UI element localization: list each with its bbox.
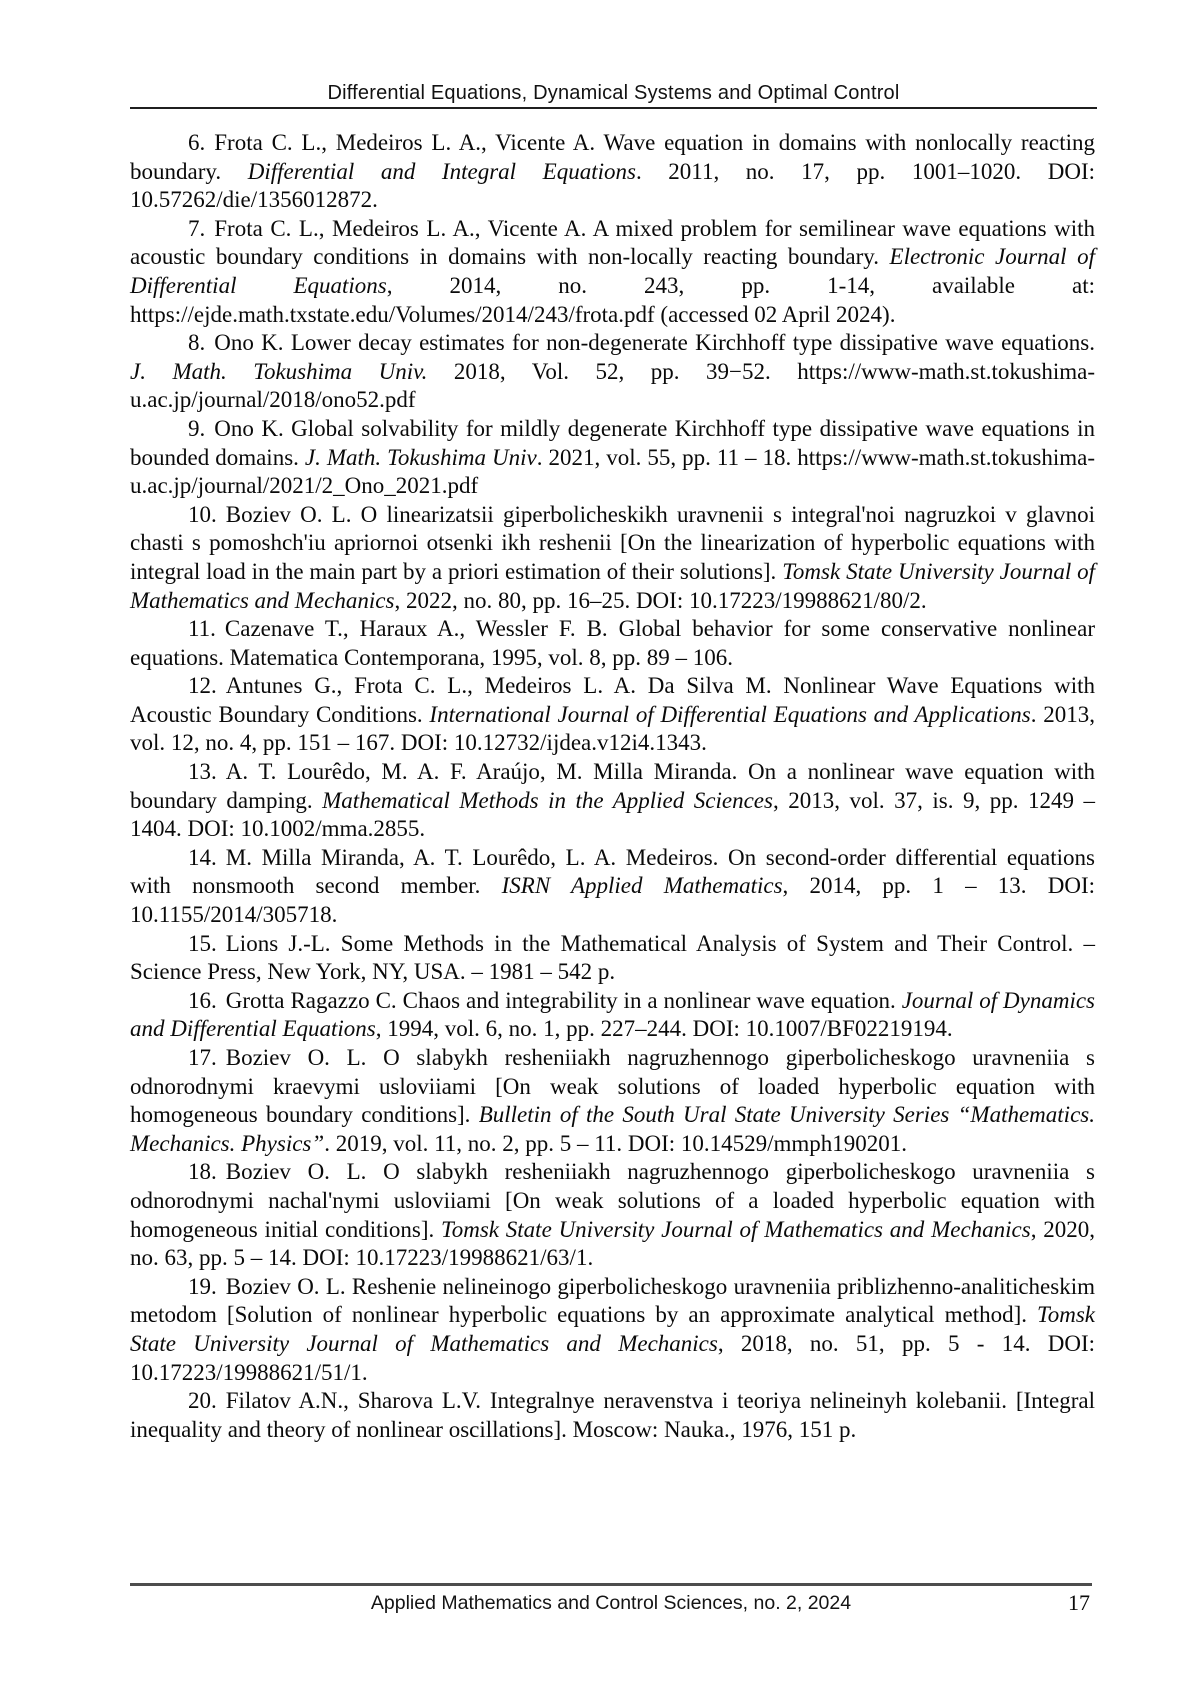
footer-rule <box>130 1583 1092 1586</box>
reference-number: 15. <box>188 930 217 956</box>
reference-text: , 1994, vol. 6, no. 1, pp. 227–244. DOI: 10.1007/BF02219194. <box>375 1016 953 1042</box>
reference-item-13 <box>130 758 1095 844</box>
reference-text: , 2014, pp. 1 – 13. DOI: 10.1155/2014/305718. <box>130 873 1096 928</box>
reference-item-9 <box>130 415 1095 501</box>
header-rule <box>130 107 1097 109</box>
reference-number: 9. <box>188 415 206 441</box>
reference-text: Frota C. L., Medeiros L. A., Vicente A. Wave equation in domains with nonlocally reacting boundary. <box>130 130 1095 184</box>
reference-text: , 2018, no. 51, pp. 5 - 14. DOI: 10.17223/19988621/51/1. <box>130 1330 1095 1385</box>
reference-text: Ono K. Global solvability for mildly degenerate Kirchhoff type dissipative wave equations in bounded domains. <box>130 415 1095 470</box>
reference-journal-title: Tomsk State University Journal of Mathematics and Mechanics <box>441 1216 1031 1242</box>
reference-number: 13. <box>188 759 217 785</box>
page-number: 17 <box>1068 1590 1090 1615</box>
reference-text: Boziev O. L. O linearizatsii giperbolicheskikh uravnenii s integral'noi nagruzkoi v glavnoi chasti s pomoshch'iu apriornoi otsenki ikh reshenii [On the linearization of hyperbolic equations with integral load in the main part by a priori estimation of their solutions]. <box>130 501 1095 584</box>
footer-journal-title: Applied Mathematics and Control Sciences, no. 2, 2024 <box>370 1592 852 1614</box>
reference-text: , 2020, no. 63, pp. 5 – 14. DOI: 10.17223/19988621/63/1. <box>130 1216 1096 1271</box>
reference-number: 18. <box>188 1159 217 1185</box>
reference-text: Boziev O. L. Reshenie nelineinogo giperbolicheskogo uravneniia priblizhenno-analiticheskim metodom [Solution of nonlinear hyperbolic equations by an approximate analytical method]. <box>130 1273 1095 1328</box>
reference-item-7 <box>130 215 1095 329</box>
reference-text: M. Milla Miranda, A. T. Lourêdo, L. A. Medeiros. On second-order differential equations with nonsmooth second member. <box>130 844 1095 899</box>
footer <box>130 1592 1092 1615</box>
reference-number: 6. <box>188 130 206 155</box>
reference-text: Antunes G., Frota C. L., Medeiros L. A. Da Silva M. Nonlinear Wave Equations with Acoustic Boundary Conditions. <box>130 673 1095 727</box>
reference-text: Cazenave T., Haraux A., Wessler F. B. Global behavior for some conservative nonlinear equations. Matematica Contemporana, 1995, vol. 8, pp. 89 – 106. <box>130 616 1095 670</box>
reference-number: 20. <box>188 1388 217 1414</box>
reference-item-10 <box>130 501 1095 615</box>
reference-journal-title: Differential and Integral Equations <box>247 158 636 184</box>
reference-item-17 <box>130 1044 1095 1158</box>
reference-text: Ono K. Lower decay estimates for non-degenerate Kirchhoff type dissipative wave equations. <box>214 330 1095 356</box>
reference-number: 12. <box>188 673 217 699</box>
reference-journal-title: Tomsk State University Journal of Mathematics and Mechanics <box>130 1302 1095 1356</box>
reference-item-15 <box>130 930 1095 987</box>
reference-journal-title: Tomsk State University Journal of Mathematics and Mechanics <box>130 558 1096 613</box>
reference-number: 7. <box>188 215 206 241</box>
reference-text: . 2013, vol. 12, no. 4, pp. 151 – 167. DOI: 10.12732/ijdea.v12i4.1343. <box>130 701 1096 756</box>
reference-number: 14. <box>188 844 217 870</box>
reference-item-12 <box>130 672 1095 758</box>
reference-text: , 2022, no. 80, pp. 16–25. DOI: 10.17223/19988621/80/2. <box>394 587 927 613</box>
reference-number: 11. <box>188 616 216 642</box>
reference-item-19 <box>130 1273 1095 1387</box>
reference-journal-title: J. Math. Tokushima Univ <box>304 444 537 470</box>
reference-item-20 <box>130 1387 1095 1444</box>
reference-text: 2018, Vol. 52, pp. 39−52. https://www-math.st.tokushima-u.ac.jp/journal/2018/ono52.pdf <box>130 358 1095 413</box>
reference-text: . 2019, vol. 11, no. 2, pp. 5 – 11. DOI: 10.14529/mmph190201. <box>324 1130 908 1156</box>
reference-text: A. T. Lourêdo, M. A. F. Araújo, M. Milla Miranda. On a nonlinear wave equation with boundary damping. <box>130 759 1095 813</box>
reference-item-6 <box>130 129 1095 215</box>
reference-item-18 <box>130 1158 1095 1272</box>
reference-item-16 <box>130 987 1095 1044</box>
reference-item-11 <box>130 615 1095 672</box>
reference-text: Boziev O. L. O slabykh resheniiakh nagruzhennogo giperbolicheskogo uravneniia s odnorodnymi kraevymi usloviiami [On weak solutions of loaded hyperbolic equation with homogeneous boundary conditions]. <box>130 1045 1095 1128</box>
references-list <box>130 129 1095 1444</box>
reference-journal-title: Bulletin of the South Ural State University Series “Mathematics. Mechanics. Physics” <box>130 1102 1095 1156</box>
reference-journal-title: Electronic Journal of Differential Equations <box>130 244 1095 298</box>
reference-text: . 2021, vol. 55, pp. 11 – 18. https://www-math.st.tokushima-u.ac.jp/journal/2021/2_Ono_2021.pdf <box>130 444 1095 499</box>
reference-journal-title: ISRN Applied Mathematics <box>501 873 783 899</box>
reference-text: Grotta Ragazzo C. Chaos and integrability in a nonlinear wave equation. <box>225 987 902 1013</box>
reference-text: , 2013, vol. 37, is. 9, pp. 1249 – 1404. DOI: 10.1002/mma.2855. <box>130 787 1096 842</box>
reference-text: Frota C. L., Medeiros L. A., Vicente A. A mixed problem for semilinear wave equations with acoustic boundary conditions in domains with non-locally reacting boundary. <box>130 215 1095 270</box>
running-header-title: Differential Equations, Dynamical Systems and Optimal Control <box>327 82 900 104</box>
reference-number: 10. <box>188 501 217 527</box>
reference-journal-title: J. Math. Tokushima Univ. <box>130 358 428 384</box>
reference-text: . 2011, no. 17, pp. 1001–1020. DOI: 10.57262/die/1356012872. <box>130 158 1096 213</box>
reference-number: 16. <box>188 987 217 1013</box>
reference-journal-title: International Journal of Differential Equations and Applications <box>429 701 1031 727</box>
reference-text: , 2014, no. 243, pp. 1-14, available at: https://ejde.math.txstate.edu/Volumes/2014/243/frota.pdf (accessed 02 April 2024). <box>130 272 1095 327</box>
reference-number: 19. <box>188 1273 217 1299</box>
reference-item-14 <box>130 844 1095 930</box>
reference-journal-title: Journal of Dynamics and Differential Equations <box>130 987 1096 1042</box>
reference-number: 8. <box>188 330 206 356</box>
reference-text: Lions J.-L. Some Methods in the Mathematical Analysis of System and Their Control. – Science Press, New York, NY, USA. – 1981 – 542 p. <box>130 930 1095 985</box>
reference-journal-title: Mathematical Methods in the Applied Sciences <box>322 787 773 813</box>
reference-number: 17. <box>188 1045 217 1070</box>
reference-text: Boziev O. L. O slabykh resheniiakh nagruzhennogo giperbolicheskogo uravneniia s odnorodnymi nachal'nymi usloviiami [On weak solutions of a loaded hyperbolic equation with homogeneous initial conditions]. <box>130 1159 1095 1242</box>
reference-text: Filatov A.N., Sharova L.V. Integralnye neravenstva i teoriya nelineinyh kolebanii. [Integral inequality and theory of nonlinear oscillations]. Moscow: Nauka., 1976, 151 p. <box>130 1388 1095 1442</box>
reference-item-8 <box>130 329 1095 415</box>
